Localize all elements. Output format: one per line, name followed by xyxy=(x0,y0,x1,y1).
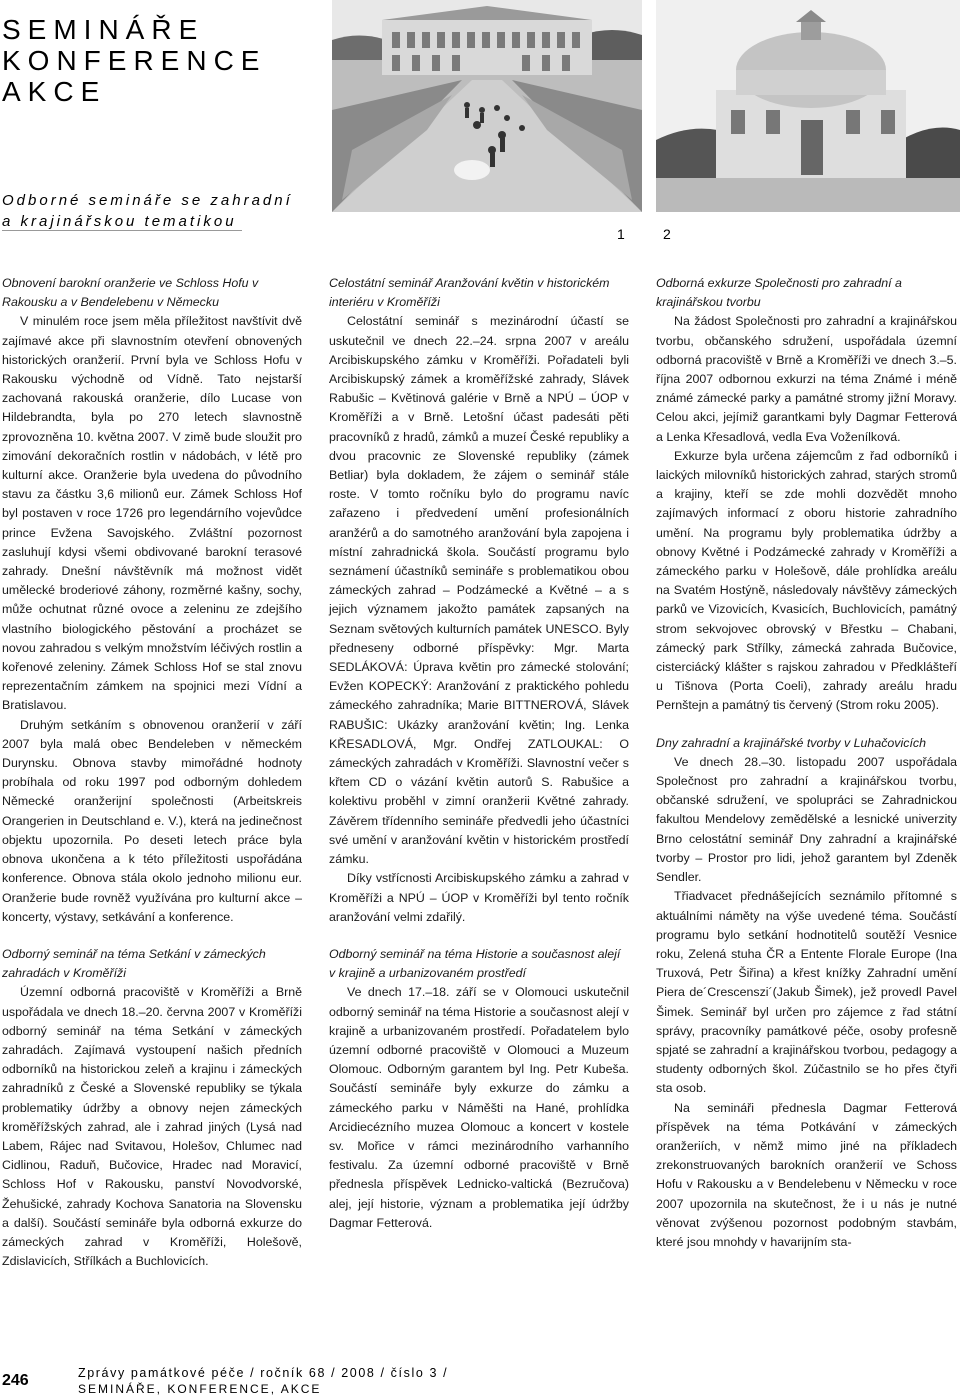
article-paragraph: Díky vstřícnosti Arcibiskupského zámku a zahrad v Kroměříži a NPÚ – ÚOP v Kroměříži byl tento ročník aranžování velmi zdařilý. xyxy=(329,871,629,924)
article-heading: Odborný seminář na téma Setkání v zámeckých zahradách v Kroměříži xyxy=(2,946,266,981)
article-paragraph: Ve dnech 28.–30. listopadu 2007 uspořádala Společnost pro zahradní a krajinářskou tvorbu, občanské sdružení, ve spolupráci se Zahradnickou fakultou Mendelovy zemědělské a lesnické univerzity Brno celostátní seminář Dny zahradní a krajinářské tvorby – Prostor pro lidi, jehož garantem byl Zdeněk Sendler. xyxy=(656,754,957,885)
text-column-left xyxy=(2,274,302,1271)
section-subtitle-line: Odborné semináře se zahradní xyxy=(2,192,293,209)
journal-info: Zprávy památkové péče / ročník 68 / 2008 / číslo 3 / xyxy=(78,1366,449,1380)
article-paragraph: Na semináři přednesla Dagmar Fetterová příspěvek na téma Potkávání v zámeckých oranžeriích, v němž mimo jiné na příkladech zrekonstruovaných barokních oranžerií ve Schoss Hofu v Rakousku a v Bendelebenu v Německu v roce 2007 upozornila na skutečnost, že i u nás je nutné věnovat zvýšenou pozornost podobným stavbám, které jsou mnohdy v havarijním sta- xyxy=(656,1100,957,1249)
article-paragraph: Celostátní seminář s mezinárodní účastí se uskutečnil ve dnech 22.–24. srpna 2007 v areálu Arcibiskupského zámku v Kroměříži. Pořadateli byli Arcibiskupský zámek a kroměřížské zahrady, Slávek Rabušic – Květinová galérie v Brně a NPÚ – ÚOP v Kroměříži a v Brně. Letošní účast padesáti pěti pracovníků z hradů, zámků a muzeí České republiky a dvou pracovnic ze Slovenské republiky (zámek Betliar) byla dokladem, že zájem o seminář stále roste. V tomto ročníku bylo do programu navíc zařazeno i předvedení umění profesionálních aranžérů a do samotného aranžování byla zapojena i místní zahradnická škola. Součástí programu bylo seznámení účastníků semináře s problematikou obou zámeckých zahrad – Podzámecké a Květné – a s jejich významem jakožto památek zapsaných na Seznam světových kulturních památek UNESCO. Byly předneseny odborné příspěvky: Mgr. Marta SEDLÁKOVÁ: Úprava květin pro zámecké stolování; Evžen KOPECKÝ: Aranžování z praktického pohledu zámeckého zahradníka; Marie BITTNEROVÁ, Slávek RABUŠIC: Ukázky aranžování květin; Ing. Lenka KŘESADLOVÁ, Mgr. Ondřej ZATLOUKAL: O zámeckých zahradách v Kroměříži. Slavnostní večer s křtem CD o vázání květin autorů S. Rabušice a kolektivu proběhl v zimní oranžerii Květné zahrady. Závěrem třídenního semináře předvedli jeho účastníci své umění v aranžování květin v historickém prostředí zámku. xyxy=(329,314,629,867)
article-paragraph: Exkurze byla určena zájemcům z řad odborníků i laických milovníků historických zahrad, starých stromů a krajiny, kteří se zde mohli dozvědět mnoho zajímavých informací z oboru historie zahradního umění. Na programu byly problematika údržby a obnovy Květné i Podzámecké zahrady v Kroměříži a zámeckého parku v Holešově, dále prohlídka areálu na Svatém Hostýně, následovaly návštěvy zámeckých parků ve Vizovicích, Kvasicích, Buchlovicích, památný strom sekvojovec obrovský v Břestku – Chabani, zámecký park Střílky, zámecká zahrada Bučovice, cisterciácký klášter s rajskou zahradou v Předklášteří u Tišnova (Porta Coeli), zahrady areálu hradu Pernštejn a památný tis červený (Strom roku 2005). xyxy=(656,448,957,713)
page-number: 246 xyxy=(2,1372,29,1389)
photo-orangery-courtyard xyxy=(332,0,642,212)
article-paragraph: Ve dnech 17.–18. září se v Olomouci uskutečnil odborný seminář na téma Historie a současnost alejí v krajině a urbanizovaném prostředí. Pořadatelem bylo územní odborné pracoviště v Olomouci a Muzeum Olomouc. Odborným garantem byl Ing. Petr Kubeša. Součástí semináře byly exkurze do zámku a zámeckého parku v Náměšti na Hané, prohlídka Arcidiecézního muzea Olomouc a koncert v kostele sv. Mořice v rámci mezinárodního varhanního festivalu. Za územní odborné pracoviště v Brně přednesla příspěvek Lednicko-valtická (Bezručova) alej, její historie, význam a problematika její údržby Dagmar Fetterová. xyxy=(329,985,629,1230)
paragraph-gap xyxy=(329,927,629,945)
section-subtitle-line: a krajinářskou tematikou xyxy=(2,213,237,230)
section-footer: SEMINÁŘE, KONFERENCE, AKCE xyxy=(78,1382,322,1396)
article-paragraph: Na žádost Společnosti pro zahradní a krajinářskou tvorbu, občanského sdružení, uspořádala územní odborná pracoviště v Brně a Kroměříži ve dnech 3.–5. října 2007 odbornou exkurzi na téma Známé i méně známé zámecké parky a památné stromy jižní Moravy. Celou akci, jejímiž garantkami byly Dagmar Fetterová a Lenka Křesadlová, vedla Eva Voženílková. xyxy=(656,314,957,444)
text-column-middle xyxy=(329,274,629,1233)
section-title-line: AKCE xyxy=(2,76,107,107)
article-heading: Odborná exkurze Společnosti pro zahradní a krajinářskou tvorbu xyxy=(656,276,902,310)
section-title-line: KONFERENCE xyxy=(2,45,267,76)
subtitle-divider xyxy=(2,230,242,231)
paragraph-gap xyxy=(2,927,302,945)
article-heading: Odborný seminář na téma Historie a současnost alejí v krajině a urbanizovaném prostředí xyxy=(329,946,621,981)
article-paragraph: Druhým setkáním s obnovenou oranžerií v září 2007 byla malá obec Bendeleben v německém Durynsku. Obnova stavby mimořádné hodnoty probíhala od roku 1997 pod odborným dohledem Německé oranžerijní společnosti (Arbeitskreis Orangerien in Deutschland e. V.), která na jedinečnost objektu upozornila. Po deseti letech práce byla obnova ukončena a k této příležitosti uspořádána konference. Obnova stála okolo jednoho milionu eur. Oranžerie bude rovněž využívána pro kulturní akce – koncerty, výstavy, setkávání a konference. xyxy=(2,717,302,924)
article-paragraph: Územní odborná pracoviště v Kroměříži a Brně uspořádala ve dnech 18.–20. června 2007 v Kroměříži odborný seminář na téma Setkání v zámeckých zahradách. Zajímavá vystoupení našich předních odborníků na historickou zeleň a krajinu i zámeckých zahradníků z České a Slovenské republiky se týkala problematiky údržby a obnovy nejen zámeckých kroměřížských zahrad, ale i zahrad jiných (Lysá nad Labem, Rájec nad Svitavou, Holešov, Chlumec nad Cidlinou, Raduň, Bučovice, Hradec nad Moravicí, Schloss Hof v Rakousku, panství Novodvorské, Žehušické, zahrady Kochova Sanatoria na Slovensku a další). Součástí semináře byla odborná exkurze do zámeckých zahrad v Kroměříži, Holešově, Zdislavicích, Střílkách a Buchlovicích. xyxy=(2,985,302,1269)
article-heading: Dny zahradní a krajinářské tvorby v Luhačovicích xyxy=(656,735,926,750)
section-title-line: SEMINÁŘE xyxy=(2,14,205,45)
section-subtitle xyxy=(2,190,293,232)
section-title xyxy=(2,14,266,107)
photo-number: 2 xyxy=(663,226,671,242)
article-paragraph: V minulém roce jsem měla příležitost navštívit dvě zajímavé akce při slavnostním otevření obnovených historických oranžerií. První byla ve Schloss Hofu v Rakousku východně od Vídně. Tato nejstarší zachovaná rakouská oranžerie, dílo Lucase von Hildebrandta, byla po 270 letech slavnostně zprovozněna 10. května 2007. V zimě bude sloužit pro zimování dekoračních rostlin v nádobách, v létě pro kulturní akce. Oranžerie byla uvedena do původního stavu za částku 3,6 milionů eur. Zámek Schloss Hof byl postaven v roce 1726 pro legendárního vojevůdce prince Evžena Savojského. Zvláštní pozornost zasluhují kdysi všemi obdivované barokní terasové zahrady. Dnešní návštěvník má možnost vidět umělecké broderiové záhony, rozměrné kašny, sochy, může ochutnat různé ovoce a zeleninu ze zdejšího vlastního biologického pěstování a procházet se novou zahradou s velkým množstvím léčivých rostlin a kořenové zeleniny. Zámek Schloss Hof se stal znovu reprezentačním zámkem na spojnici mezi Vídní a Bratislavou. xyxy=(2,314,302,713)
paragraph-gap xyxy=(656,716,957,734)
photo-garden-pavilion xyxy=(656,0,960,212)
photo-number: 1 xyxy=(617,226,625,242)
text-column-right xyxy=(656,274,957,1252)
article-paragraph: Třiadvacet přednášejících seznámilo přítomné s aktuálními náměty na výše uvedené téma. Součástí programu bylo setkání hodnotitelů soutěží Vesnice roku, Zelená stuha ČR a Entente Florale Europe (Ina Truxová, Petr Šiřina) a křest knížky Zahradní umění Piera de´Crescenszi´(Jakub Šimek), jež provedl Pavel Šimek. Seminář byl určen pro zájemce z řad státní správy, pracovníky památkové péče, osoby profesně spjaté se zahradní a krajinářskou tvorbou, pedagogy a studenty odborných škol. Zúčastnilo se ho přes čtyři sta osob. xyxy=(656,889,957,1096)
article-heading: Obnovení barokní oranžerie ve Schloss Hofu v Rakousku a v Bendelebenu v Německu xyxy=(2,276,259,310)
article-heading: Celostátní seminář Aranžování květin v historickém interiéru v Kroměříži xyxy=(329,276,610,310)
